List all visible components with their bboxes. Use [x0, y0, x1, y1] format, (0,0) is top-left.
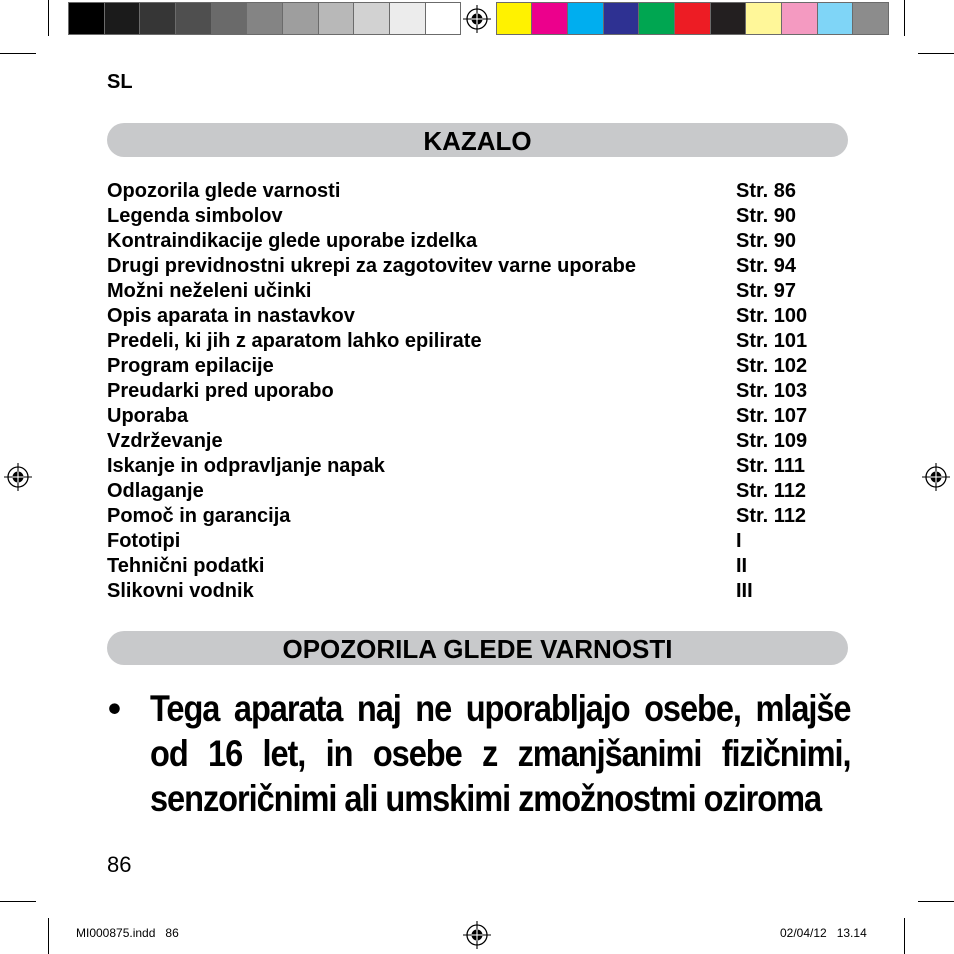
toc-entry: [107, 404, 848, 429]
toc-entry: [107, 279, 848, 304]
registration-mark-icon: [922, 463, 950, 491]
color-swatch: [425, 2, 462, 35]
color-swatch: [781, 2, 818, 35]
safety-title: OPOZORILA GLEDE VARNOSTI: [282, 634, 673, 664]
toc-entry: [107, 379, 848, 404]
toc-entry-page: III: [736, 580, 753, 602]
toc-entry: [107, 179, 848, 204]
toc-entry-label: Uporaba: [107, 405, 189, 427]
toc-entry: [107, 504, 848, 529]
color-swatch: [852, 2, 889, 35]
toc-entry-label: Program epilacije: [107, 355, 274, 377]
toc-entry: [107, 529, 848, 554]
toc-entry-label: Legenda simbolov: [107, 205, 283, 227]
crop-mark: [904, 0, 905, 36]
toc-entry: [107, 579, 848, 604]
toc-entry-page: Str. 90: [736, 205, 797, 227]
color-swatch: [567, 2, 604, 35]
language-code: SL: [107, 71, 133, 93]
toc-entry: [107, 204, 848, 229]
color-swatch: [603, 2, 640, 35]
toc-entry-page: Str. 94: [736, 255, 797, 277]
toc-entry-label: Fototipi: [107, 530, 181, 552]
toc-entry-label: Opis aparata in nastavkov: [107, 305, 355, 327]
toc-heading-bar: [107, 123, 848, 157]
toc-entry: [107, 354, 848, 379]
toc-entry-label: Preudarki pred uporabo: [107, 380, 334, 402]
toc-entry-page: Str. 101: [736, 330, 808, 352]
toc-entry-page: Str. 107: [736, 405, 808, 427]
color-swatch: [282, 2, 319, 35]
toc-entry-label: Slikovni vodnik: [107, 580, 254, 602]
table-of-contents: [107, 179, 848, 604]
color-swatch: [353, 2, 390, 35]
color-swatch: [211, 2, 248, 35]
crop-mark: [0, 901, 36, 902]
toc-entry-label: Kontraindikacije glede uporabe izdelka: [107, 230, 478, 252]
toc-entry-page: Str. 102: [736, 355, 808, 377]
color-swatch: [175, 2, 212, 35]
color-swatch: [389, 2, 426, 35]
toc-entry-page: I: [736, 530, 742, 552]
toc-entry-label: Predeli, ki jih z aparatom lahko epilirate: [107, 330, 482, 352]
toc-entry: [107, 429, 848, 454]
color-swatch: [674, 2, 711, 35]
toc-title: KAZALO: [423, 126, 532, 156]
toc-entry-page: Str. 111: [736, 455, 805, 477]
slug-date-info: 02/04/12 13.14: [780, 926, 867, 940]
bullet-marker: •: [108, 688, 121, 729]
toc-entry-page: Str. 90: [736, 230, 797, 252]
toc-entry-page: Str. 103: [736, 380, 808, 402]
toc-entry-label: Opozorila glede varnosti: [107, 180, 341, 202]
toc-entry: [107, 554, 848, 579]
color-swatch: [318, 2, 355, 35]
color-swatch: [496, 2, 533, 35]
color-swatch: [139, 2, 176, 35]
color-swatch: [68, 2, 105, 35]
crop-mark: [918, 53, 954, 54]
toc-entry-label: Drugi previdnostni ukrepi za zagotovitev varne uporabe: [107, 255, 636, 277]
toc-entry-page: Str. 112: [736, 480, 807, 502]
toc-entry-label: Vzdrževanje: [107, 430, 223, 452]
registration-mark-icon: [4, 463, 32, 491]
color-swatch: [745, 2, 782, 35]
crop-mark: [48, 918, 49, 954]
toc-entry-page: Str. 97: [736, 280, 797, 302]
toc-entry-label: Tehnični podatki: [107, 555, 265, 577]
color-swatch: [531, 2, 568, 35]
toc-entry: [107, 329, 848, 354]
safety-heading-bar: [107, 631, 848, 665]
registration-mark-icon: [463, 921, 491, 949]
toc-entry: [107, 454, 848, 479]
crop-mark: [918, 901, 954, 902]
safety-warning-text: Tega aparata naj ne uporabljajo osebe, mlajše od 16 let, in osebe z zmanjšanimi fizičnimi, senzoričnimi ali umskimi zmožnostmi oziroma: [150, 688, 851, 819]
toc-entry-label: Odlaganje: [107, 480, 204, 502]
toc-entry-label: Pomoč in garancija: [107, 505, 291, 527]
color-swatch: [638, 2, 675, 35]
slug-file-info: MI000875.indd 86: [76, 926, 179, 940]
color-swatch: [104, 2, 141, 35]
crop-mark: [0, 53, 36, 54]
toc-entry-label: Iskanje in odpravljanje napak: [107, 455, 385, 477]
color-swatch: [710, 2, 747, 35]
toc-entry: [107, 479, 848, 504]
toc-entry: [107, 229, 848, 254]
registration-mark-icon: [463, 5, 491, 33]
toc-entry: [107, 304, 848, 329]
crop-mark: [48, 0, 49, 36]
toc-entry-page: Str. 112: [736, 505, 807, 527]
toc-entry: [107, 254, 848, 279]
color-swatch: [246, 2, 283, 35]
toc-entry-page: Str. 109: [736, 430, 808, 452]
crop-mark: [904, 918, 905, 954]
toc-entry-page: Str. 86: [736, 180, 797, 202]
toc-entry-page: Str. 100: [736, 305, 808, 327]
color-swatch: [817, 2, 854, 35]
toc-entry-page: II: [736, 555, 748, 577]
toc-entry-label: Možni neželeni učinki: [107, 280, 312, 302]
page-number: 86: [107, 852, 132, 877]
